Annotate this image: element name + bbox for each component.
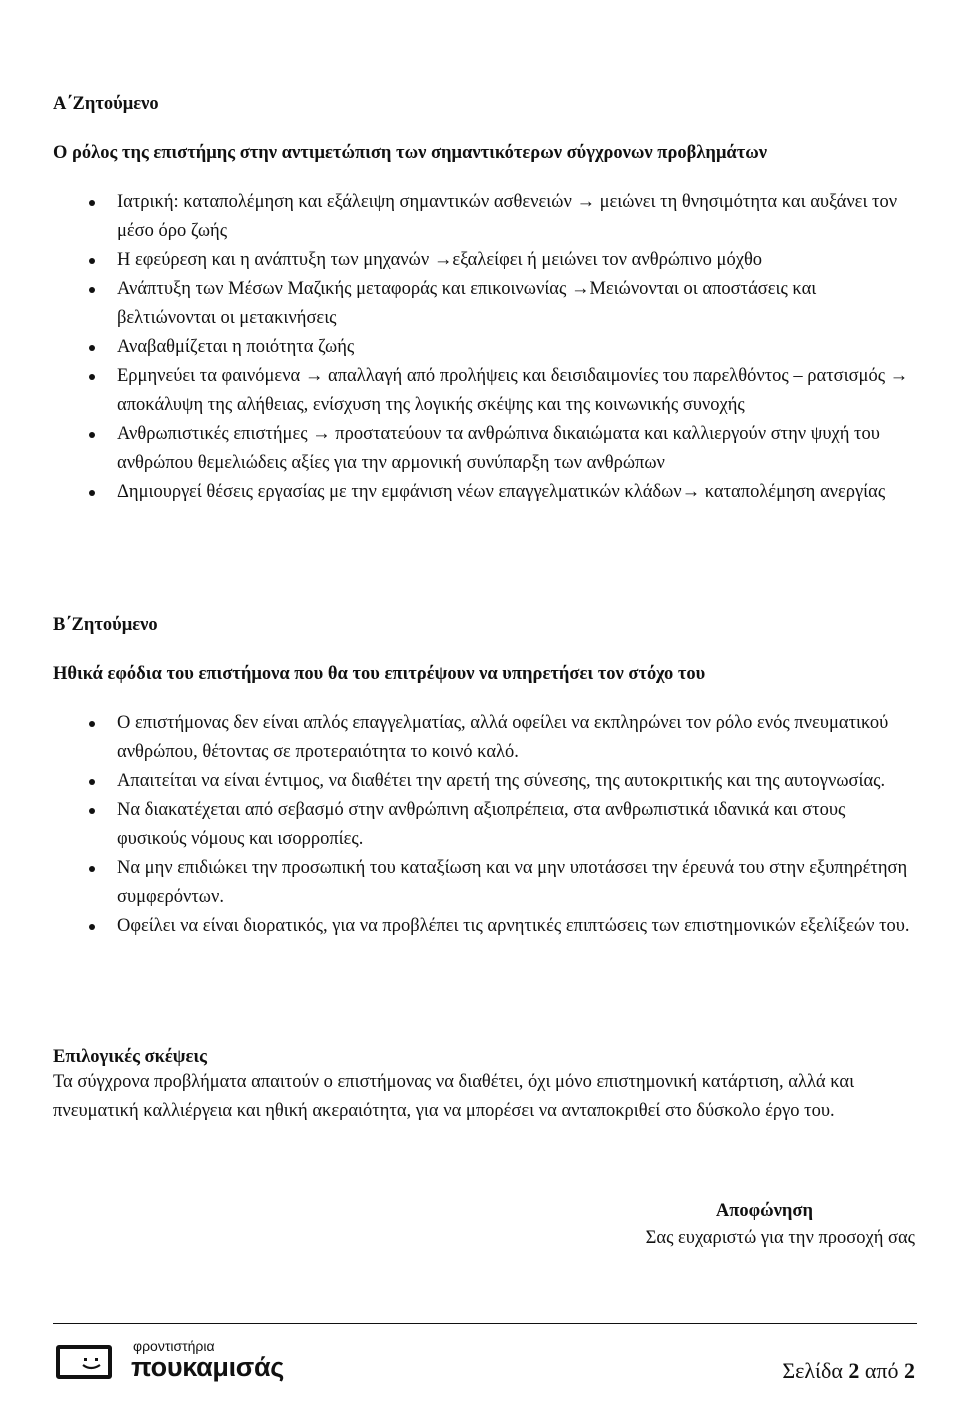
section-a-subheading: Ο ρόλος της επιστήμης στην αντιμετώπιση των σημαντικότερων σύγχρονων προβλημάτων: [53, 143, 768, 163]
section-b-list: [117, 709, 917, 941]
list-item: Να διακατέχεται από σεβασμό στην ανθρώπινη αξιοπρέπεια, στα ανθρωπιστικά ιδανικά και στους φυσικούς νόμους και ισορροπίες.: [117, 796, 917, 854]
brand-logo: [56, 1337, 301, 1385]
logo-small-text: φροντιστήρια: [133, 1338, 215, 1354]
list-item: Ερμηνεύει τα φαινόμενα → απαλλαγή από προλήψεις και δεισιδαιμονίες του παρελθόντος – ρατσισμός → αποκάλυψη της αλήθειας, ενίσχυση της λογικής σκέψης και της κοινωνικής συνοχής: [117, 362, 917, 420]
smiley-box-icon: [56, 1345, 112, 1379]
section-b-subheading: Ηθικά εφόδια του επιστήμονα που θα του επιτρέψουν να υπηρετήσει τον στόχο του: [53, 664, 706, 684]
page-total: 2: [904, 1358, 915, 1383]
smiley-face-icon: [82, 1357, 106, 1371]
closing-title: Επιλογικές σκέψεις: [53, 1047, 207, 1067]
list-item: Ιατρική: καταπολέμηση και εξάλειψη σημαντικών ασθενειών → μειώνει τη θνησιμότητα και αυξάνει τον μέσο όρο ζωής: [117, 188, 917, 246]
section-a-list: [117, 188, 917, 507]
page-prefix: Σελίδα: [782, 1358, 843, 1383]
list-item: Ο επιστήμονας δεν είναι απλός επαγγελματίας, αλλά οφείλει να εκπληρώνει τον ρόλο ενός πνευματικού ανθρώπου, θέτοντας σε προτεραιότητα το κοινό καλό.: [117, 709, 917, 767]
section-a-heading: Α΄Ζητούμενο: [53, 94, 159, 114]
list-item: Η εφεύρεση και η ανάπτυξη των μηχανών →εξαλείφει ή μειώνει τον ανθρώπινο μόχθο: [117, 246, 917, 275]
page-current: 2: [848, 1358, 860, 1383]
list-item: Να μην επιδιώκει την προσωπική του καταξίωση και να μην υποτάσσει την έρευνά του στην εξυπηρέτηση συμφερόντων.: [117, 854, 917, 912]
list-item: Ανθρωπιστικές επιστήμες → προστατεύουν τα ανθρώπινα δικαιώματα και καλλιεργούν στην ψυχή του ανθρώπου θεμελιώδεις αξίες για την αρμονική συνύπαρξη των ανθρώπων: [117, 420, 917, 478]
closing-text: Τα σύγχρονα προβλήματα απαιτούν ο επιστήμονας να διαθέτει, όχι μόνο επιστημονική κατάρτιση, αλλά και πνευματική καλλιέργεια και ηθική ακεραιότητα, για να μπορέσει να ανταποκριθεί στο δύσκολο έργο του.: [53, 1072, 855, 1121]
page-number: [782, 1357, 915, 1385]
closing-section: [53, 1046, 919, 1126]
list-item: Αναβαθμίζεται η ποιότητα ζωής: [117, 333, 917, 362]
list-item: Απαιτείται να είναι έντιμος, να διαθέτει την αρετή της σύνεσης, της αυτοκριτικής και της αυτογνωσίας.: [117, 767, 917, 796]
section-b-heading: Β΄Ζητούμενο: [53, 615, 158, 635]
farewell-text: Σας ευχαριστώ για την προσοχή σας: [645, 1228, 915, 1248]
list-item: Οφείλει να είναι διορατικός, για να προβλέπει τις αρνητικές επιπτώσεις των επιστημονικών εξελίξεών του.: [117, 912, 917, 941]
list-item: Ανάπτυξη των Μέσων Μαζικής μεταφοράς και επικοινωνίας →Μειώνονται οι αποστάσεις και βελτιώνονται οι μετακινήσεις: [117, 275, 917, 333]
logo-big-text: πουκαμισάς: [131, 1352, 285, 1382]
farewell-title: Αποφώνηση: [715, 1201, 813, 1221]
list-item: Δημιουργεί θέσεις εργασίας με την εμφάνιση νέων επαγγελματικών κλάδων→ καταπολέμηση ανεργίας: [117, 478, 917, 507]
farewell-section: [646, 1198, 915, 1252]
footer-divider: [53, 1323, 917, 1324]
page-separator: από: [864, 1358, 899, 1383]
